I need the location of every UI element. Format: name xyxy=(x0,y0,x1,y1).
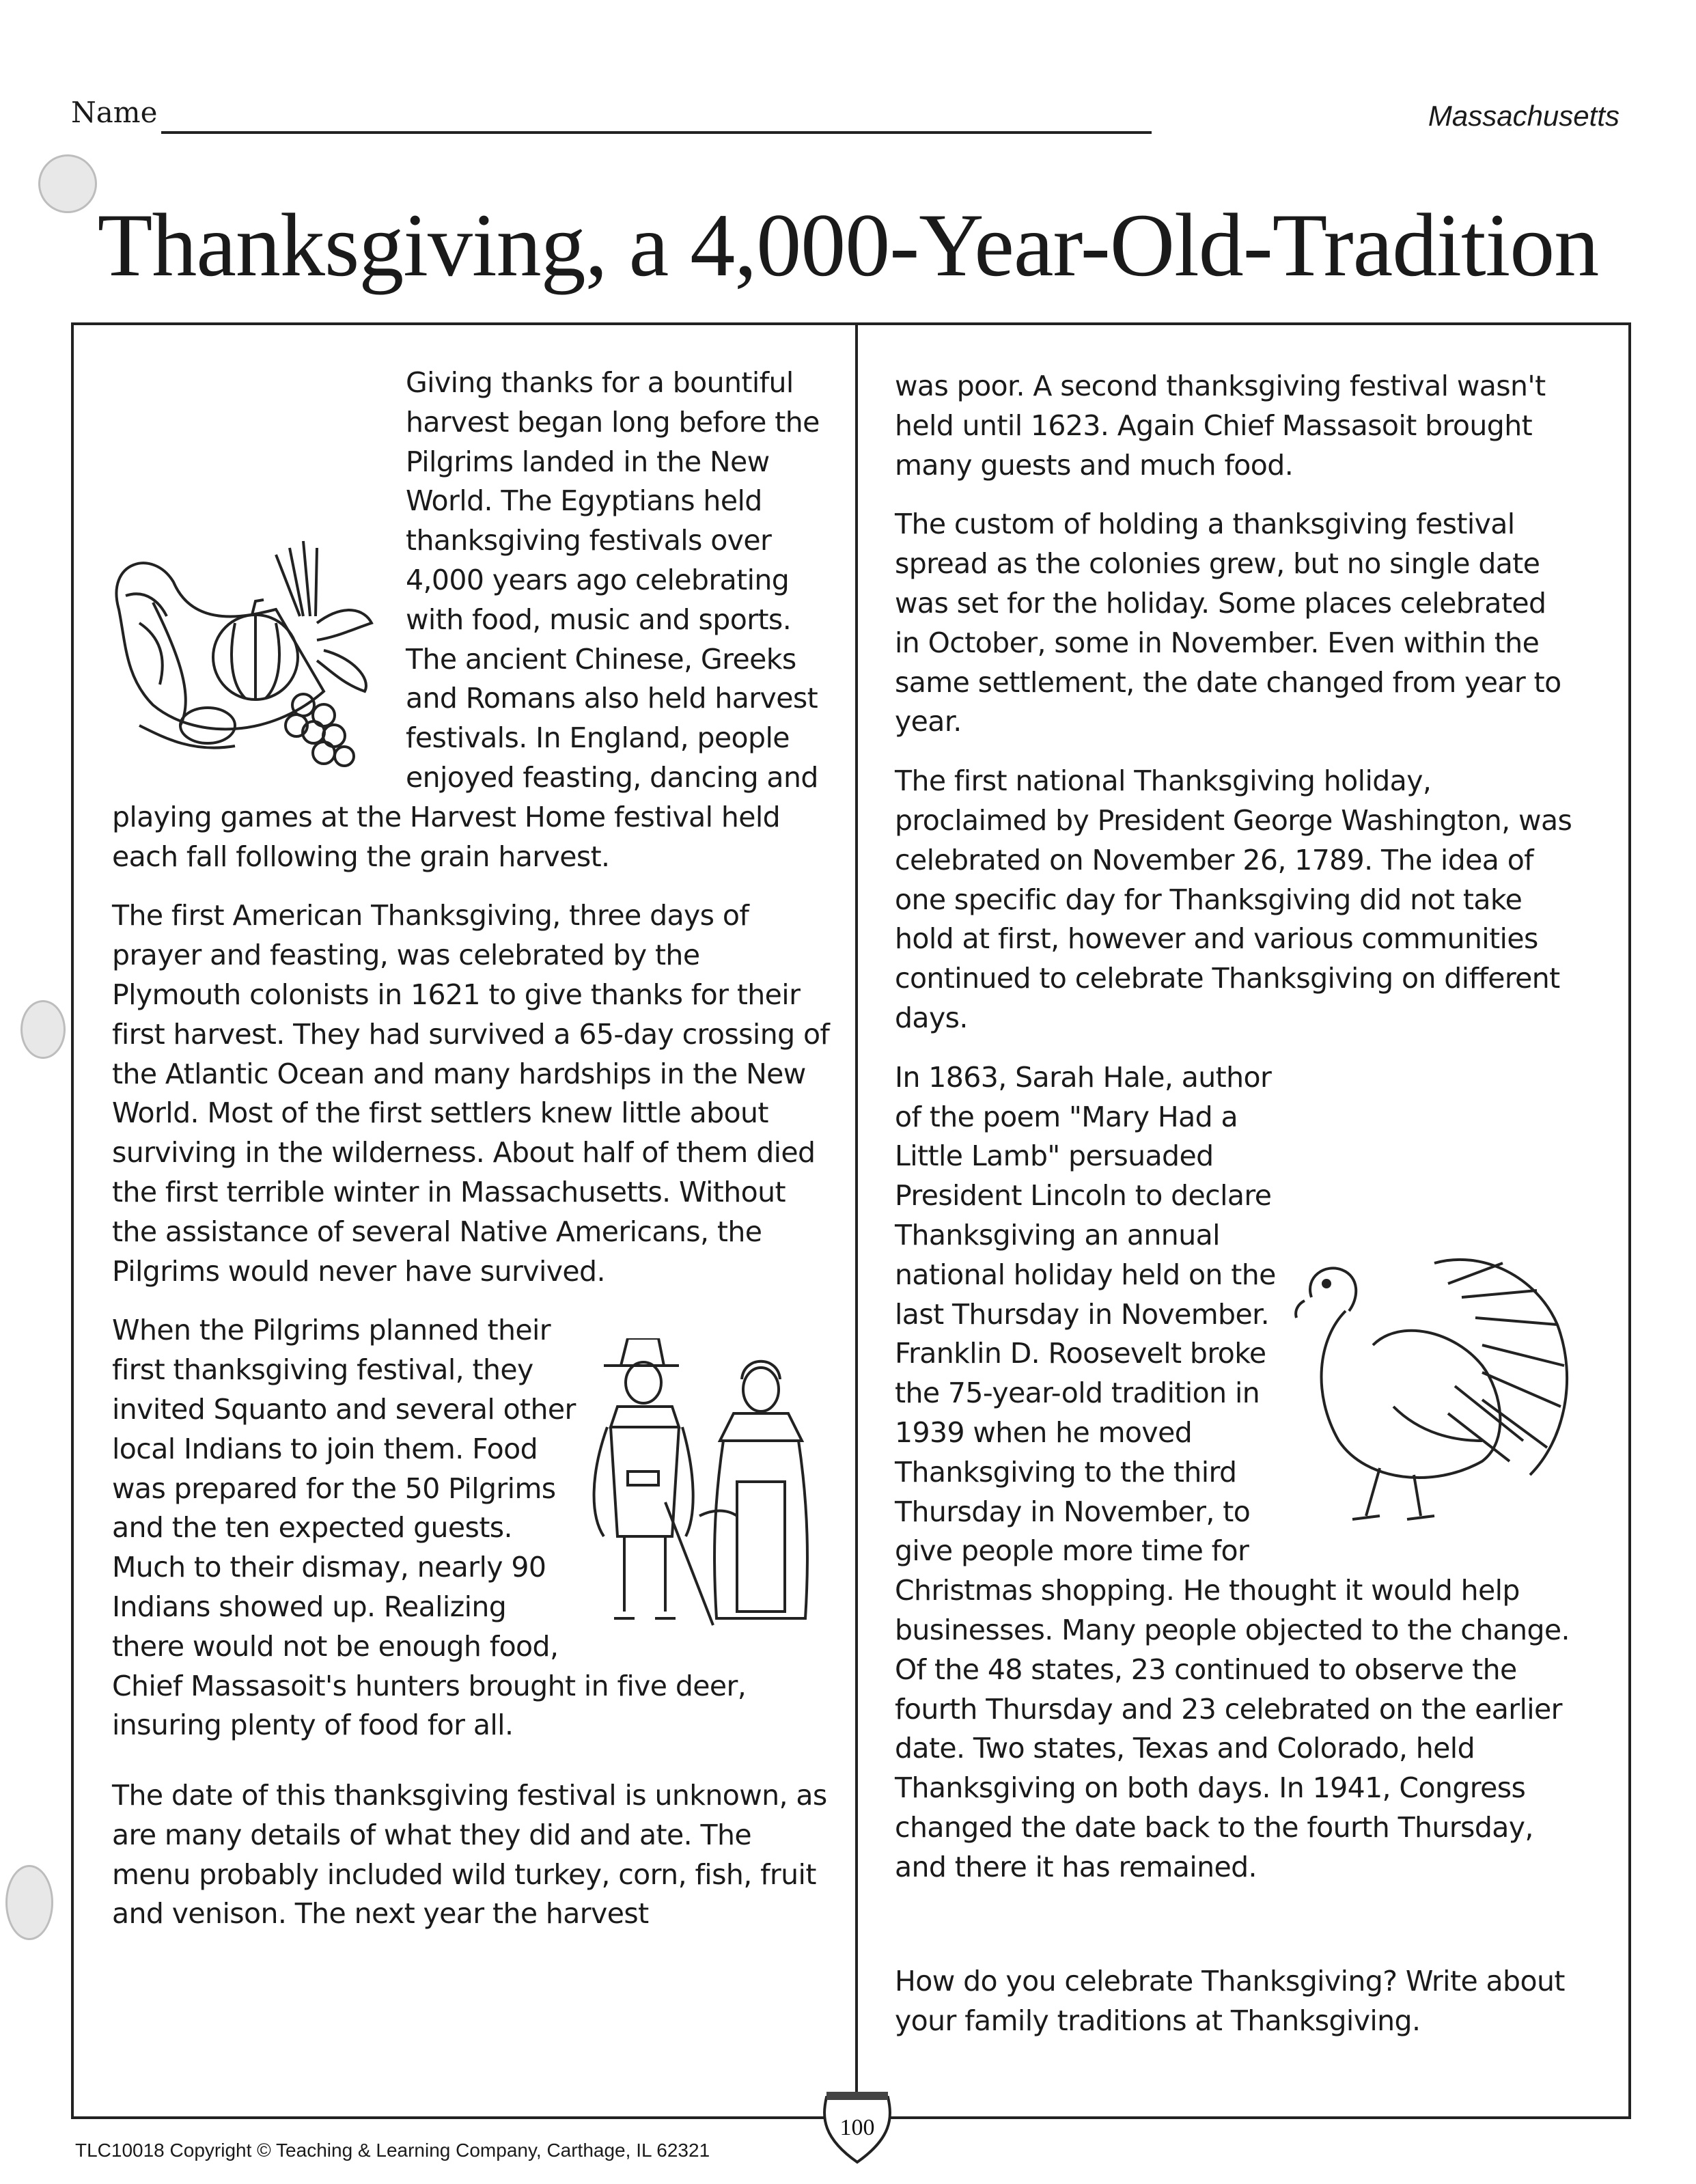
pilgrim-couple-illustration xyxy=(576,1338,836,1632)
paragraph: In 1863, Sarah Hale, author of the poem "Mary Had a Little Lamb" persuaded President Lincoln to declare Thanksgiving an annual national holiday held on the last Thursday in November. Franklin D. Roosevelt broke the 75-year-old tradition in 1939 when he moved Thanksgiving to the third Thursday in November, to give people more time for Christmas shopping. He thought it would help businesses. Many people objected to the change. Of the 48 states, 23 continued to observe the fourth Thursday and 23 celebrated on the earlier date. Two states, Texas and Colorado, held Thanksgiving on both days. In 1941, Congress changed the date back to the fourth Thursday, and there it has remained. xyxy=(895,1058,1578,1888)
paragraph: When the Pilgrims planned their first thanksgiving festival, they invited Squanto and several other local Indians to join them. Food was prepared for the 50 Pilgrims and the ten expected guests. Much to their dismay, nearly 90 Indians showed up. Realizing there would not be enough food, Chief Massasoit's hunters brought in five deer, insuring plenty of food for all. xyxy=(112,1311,836,1745)
column-divider xyxy=(855,322,858,2122)
binder-hole-bottom xyxy=(5,1865,53,1940)
paragraph: Giving thanks for a bountiful harvest began long before the Pilgrims landed in the New World. The Egyptians held thanksgiving festivals over 4,000 years ago celebrating with food, music and sports. The ancient Chinese, Greeks and Romans also held harvest festivals. In England, people enjoyed feasting, dancing and playing games at the Harvest Home festival held each fall following the grain harvest. xyxy=(112,363,836,876)
paragraph: The first national Thanksgiving holiday, proclaimed by President George Washington, was celebrated on November 26, 1789. The idea of one specific day for Thanksgiving did not take hold at first, however and various communities continued to celebrate Thanksgiving on different days. xyxy=(895,764,1572,1034)
state-label: Massachusetts xyxy=(1428,100,1619,132)
paragraph: was poor. A second thanksgiving festival wasn't held until 1623. Again Chief Massasoit brought many guests and much food. xyxy=(895,370,1546,482)
paragraph: The date of this thanksgiving festival is unknown, as are many details of what they did and ate. The menu probably included wild turkey, corn, fish, fruit and venison. The next year the harvest xyxy=(112,1779,827,1931)
cornucopia-illustration xyxy=(98,521,406,794)
paragraph: The custom of holding a thanksgiving festival spread as the colonies grew, but no single date was set for the holiday. Some places celebrated in October, some in November. Even within the same settlement, the date changed from year to year. xyxy=(895,508,1561,738)
binder-hole-middle xyxy=(20,1000,66,1059)
name-label: Name xyxy=(71,96,158,129)
copyright-footer: TLC10018 Copyright © Teaching & Learning Company, Carthage, IL 62321 xyxy=(75,2140,710,2161)
name-write-line[interactable] xyxy=(161,131,1152,134)
right-column xyxy=(895,367,1578,2061)
writing-prompt: How do you celebrate Thanksgiving? Write about your family traditions at Thanksgiving. xyxy=(895,1965,1565,2038)
page-number: 100 xyxy=(839,2115,875,2140)
turkey-illustration xyxy=(1277,1236,1578,1536)
left-column xyxy=(112,363,836,1954)
paragraph: The first American Thanksgiving, three days of prayer and feasting, was celebrated by the Plymouth colonists in 1621 to give thanks for their first harvest. They had survived a 65-day crossing of the Atlantic Ocean and many hardships in the New World. Most of the first settlers knew little about surviving in the wilderness. About half of them died the first terrible winter in Massachusetts. Without the assistance of several Native Americans, the Pilgrims would never have survived. xyxy=(112,899,830,1288)
page-title: Thanksgiving, a 4,000-Year-Old-Tradition xyxy=(97,195,1599,295)
page-number-badge xyxy=(816,2084,898,2166)
